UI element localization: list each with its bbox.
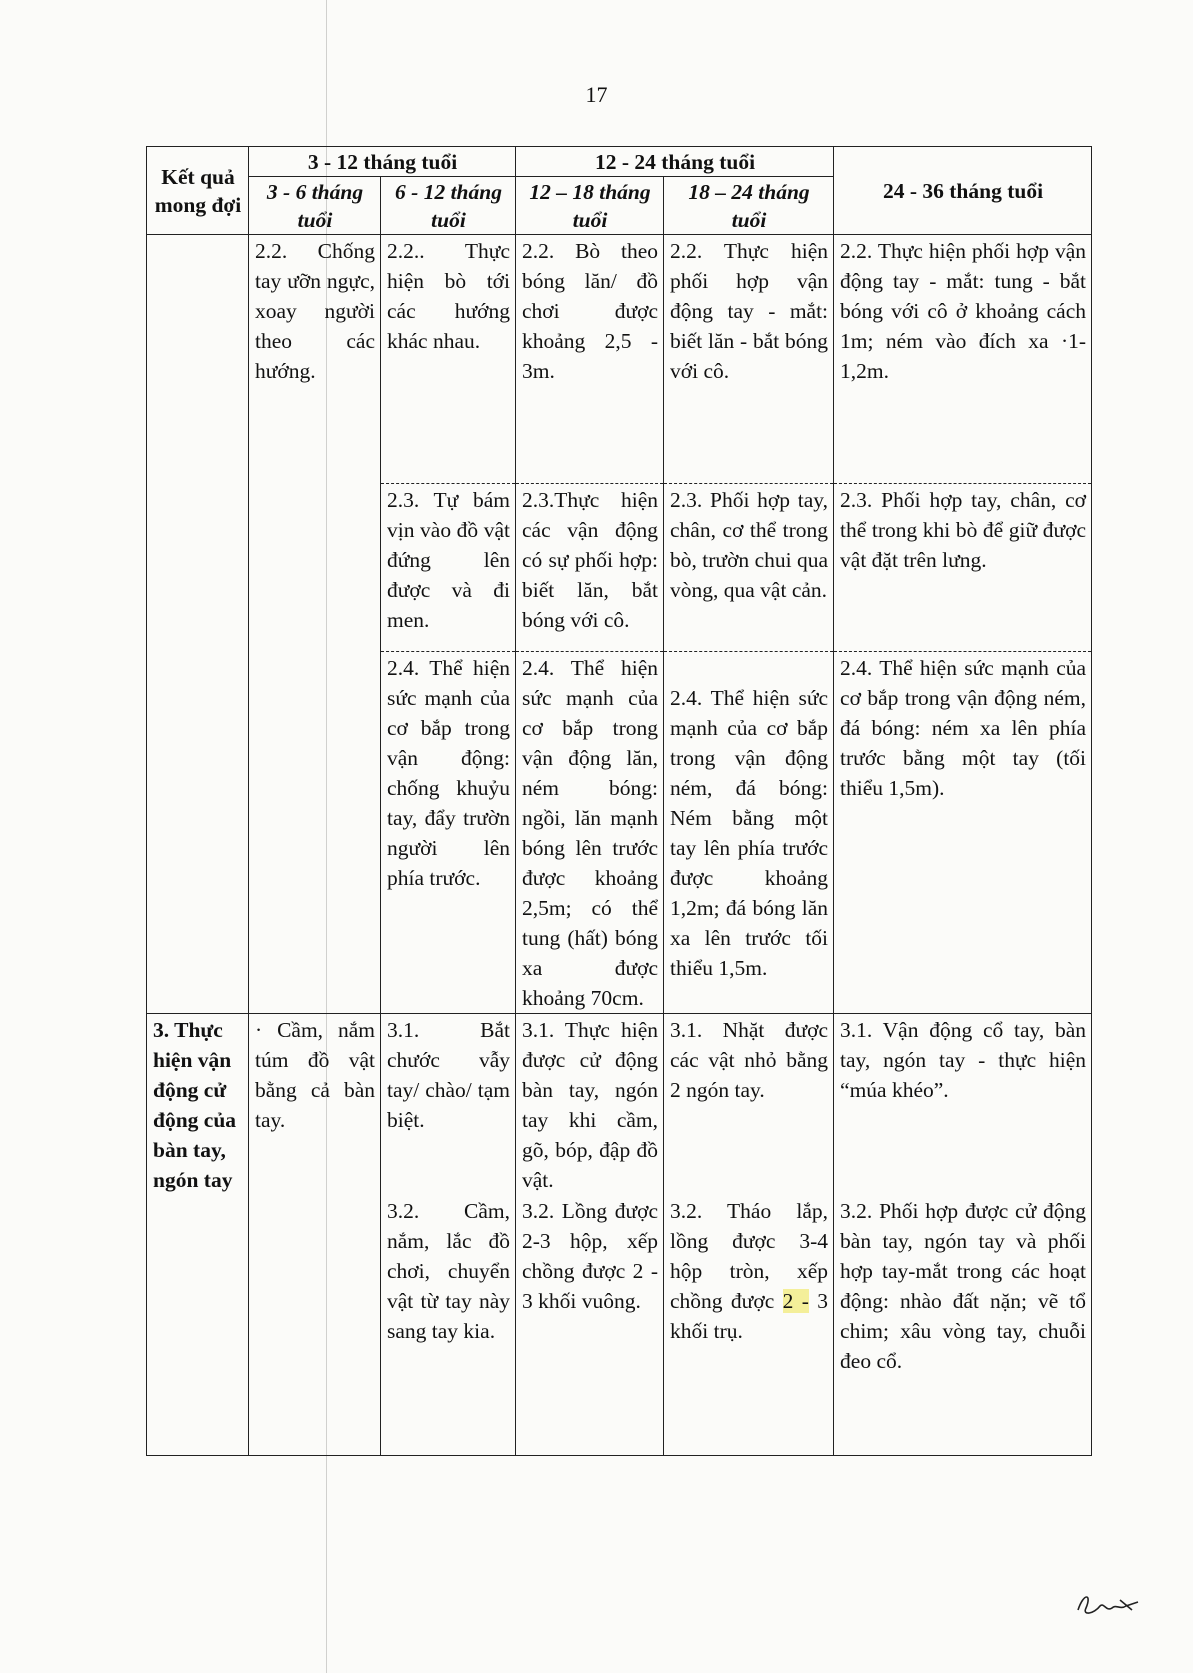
header-goal: Kết quả mong đợi xyxy=(147,147,249,235)
header-age-3-6: 3 - 6 tháng tuổi xyxy=(249,177,381,235)
header-age-3-12: 3 - 12 tháng tuổi xyxy=(249,147,516,177)
cell-6-12: 2.2.. Thực hiện bò tới các hướng khác nhau. xyxy=(381,235,516,484)
cell-18-24: 3.1. Nhặt được các vật nhỏ bằng 2 ngón tay. xyxy=(664,1014,834,1196)
header-age-18-24: 18 – 24 tháng tuổi xyxy=(664,177,834,235)
cell-12-18: 2.4. Thể hiện sức mạnh của cơ bắp trong vận động lăn, ném bóng: ngồi, lăn mạnh bóng lên trước được khoảng 2,5m; có thể tung (hất) bóng xa được khoảng 70cm. xyxy=(516,652,664,1014)
header-age-12-18: 12 – 18 tháng tuổi xyxy=(516,177,664,235)
cell-18-24: 2.4. Thể hiện sức mạnh của cơ bắp trong vận động ném, đá bóng: Ném bằng một tay lên phía trước được khoảng 1,2m; đá bóng lăn xa lên trước tối thiểu 1,5m. xyxy=(664,652,834,1014)
cell-24-36: 3.2. Phối hợp được cử động bàn tay, ngón tay và phối hợp tay-mắt trong các hoạt động: nhào đất nặn; vẽ tổ chim; xâu vòng tay, chuỗi đeo cổ. xyxy=(834,1195,1092,1455)
cell-24-36: 3.1. Vận động cổ tay, bàn tay, ngón tay - thực hiện “múa khéo”. xyxy=(834,1014,1092,1196)
header-age-24-36: 24 - 36 tháng tuổi xyxy=(834,147,1092,235)
cell-6-12: 3.1. Bắt chước vẫy tay/ chào/ tạm biệt. xyxy=(381,1014,516,1196)
curriculum-table xyxy=(146,146,1092,1456)
cell-18-24: 2.3. Phối hợp tay, chân, cơ thể trong bò, trườn chui qua vòng, qua vật cản. xyxy=(664,484,834,652)
cell-6-12: 3.2. Cầm, nắm, lắc đồ chơi, chuyển vật từ tay này sang tay kia. xyxy=(381,1195,516,1455)
header-row-top xyxy=(147,147,1092,177)
cell-3-6: 2.2. Chống tay ưỡn ngực, xoay người theo các hướng. xyxy=(249,235,381,1014)
table-row xyxy=(147,235,1092,484)
cell-12-18: 2.2. Bò theo bóng lăn/ đồ chơi được khoảng 2,5 - 3m. xyxy=(516,235,664,484)
header-age-6-12: 6 - 12 tháng tuổi xyxy=(381,177,516,235)
cell-18-24: 2.2. Thực hiện phối hợp vận động tay - mắt: biết lăn - bắt bóng với cô. xyxy=(664,235,834,484)
cell-3-6: · Cầm, nắm túm đồ vật bằng cả bàn tay. xyxy=(249,1014,381,1456)
page-number: 17 xyxy=(585,82,608,107)
cell-12-18: 3.2. Lồng được 2-3 hộp, xếp chồng được 2 - 3 khối vuông. xyxy=(516,1195,664,1455)
cell-12-18: 3.1. Thực hiện được cử động bàn tay, ngón tay khi cầm, gõ, bóp, đập đồ vật. xyxy=(516,1014,664,1196)
signature-mark xyxy=(1070,1582,1150,1622)
cell-24-36: 2.3. Phối hợp tay, chân, cơ thể trong khi bò để giữ được vật đặt trên lưng. xyxy=(834,484,1092,652)
cell-18-24: 3.2. Tháo lắp, lồng được 3-4 hộp tròn, xếp chồng được 2 - 3 khối trụ. xyxy=(664,1195,834,1455)
cell-12-18: 2.3.Thực hiện các vận động có sự phối hợp: biết lăn, bắt bóng với cô. xyxy=(516,484,664,652)
goal-cell xyxy=(147,235,249,1014)
table-row xyxy=(147,1014,1092,1196)
cell-24-36: 2.2. Thực hiện phối hợp vận động tay - mắt: tung - bắt bóng với cô ở khoảng cách 1m; ném vào đích xa ·1-1,2m. xyxy=(834,235,1092,484)
cell-24-36: 2.4. Thể hiện sức mạnh của cơ bắp trong vận động ném, đá bóng: ném xa lên phía trước bằng một tay (tối thiểu 1,5m). xyxy=(834,652,1092,1014)
cell-6-12: 2.4. Thể hiện sức mạnh của cơ bắp trong vận động: chống khuỷu tay, đẩy trườn người lên phía trước. xyxy=(381,652,516,1014)
goal-cell: 3. Thực hiện vận động cử động của bàn tay, ngón tay xyxy=(147,1014,249,1456)
cell-6-12: 2.3. Tự bám vịn vào đồ vật đứng lên được và đi men. xyxy=(381,484,516,652)
header-age-12-24: 12 - 24 tháng tuổi xyxy=(516,147,834,177)
highlighted-text: 2 - xyxy=(782,1289,809,1313)
